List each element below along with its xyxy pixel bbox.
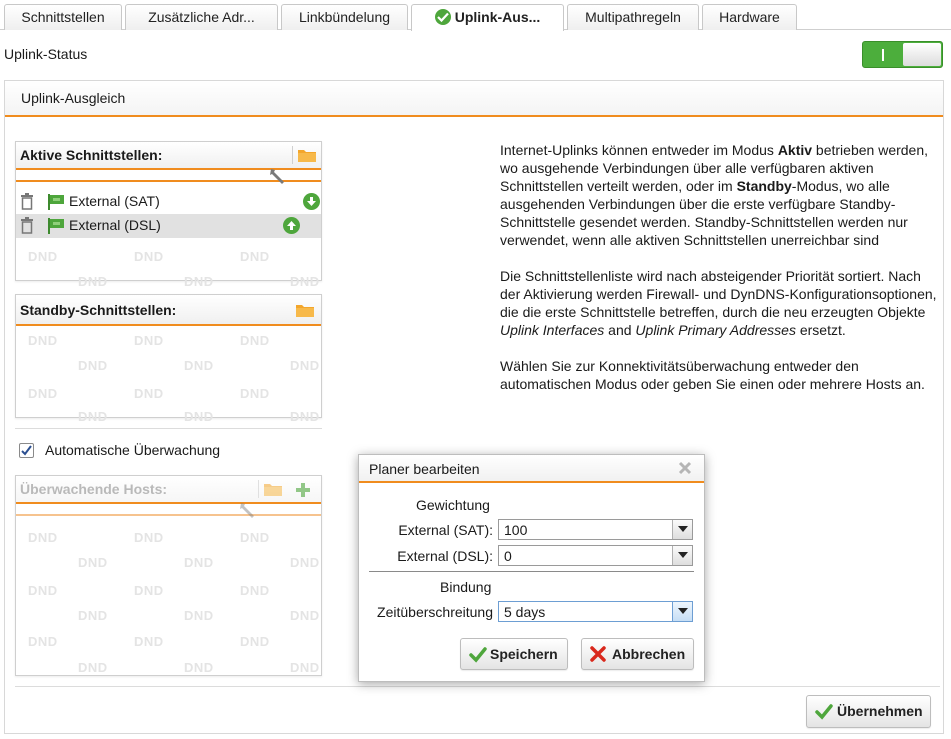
dnd-watermark: DND [134, 634, 164, 649]
wrench-icon [238, 500, 258, 520]
select-value: 100 [504, 522, 528, 538]
toggle-knob[interactable] [903, 43, 941, 66]
cancel-label: Abbrechen [612, 646, 686, 662]
help-paragraph [500, 267, 938, 339]
dnd-watermark: DND [184, 660, 214, 675]
folder-icon [263, 481, 283, 497]
tab-label: Linkbündelung [298, 9, 391, 25]
dnd-watermark: DND [290, 358, 320, 373]
dnd-watermark: DND [28, 386, 58, 401]
text: and [604, 322, 636, 338]
apply-button[interactable] [806, 695, 931, 728]
dnd-watermark: DND [28, 333, 58, 348]
weight-heading: Gewichtung [416, 497, 490, 513]
tab-multipathregeln[interactable] [567, 4, 699, 30]
move-up-icon[interactable] [283, 217, 300, 234]
tab-schnittstellen[interactable] [4, 4, 122, 30]
binding-heading: Bindung [440, 579, 492, 595]
interface-label: External (DSL) [69, 217, 161, 233]
interface-label: External (SAT) [69, 193, 160, 209]
help-paragraph [500, 141, 938, 249]
panel-header [5, 81, 943, 117]
move-down-icon[interactable] [303, 193, 320, 210]
tab-label: Multipathregeln [585, 9, 681, 25]
standby-list-title: Standby-Schnittstellen: [20, 302, 177, 318]
dnd-watermark: DND [240, 530, 270, 545]
weight-label-dsl: External (DSL): [397, 548, 493, 564]
tab-linkbuendelung[interactable] [281, 4, 408, 30]
text: Die Schnittstellenliste wird nach absteigender Priorität sortiert. Nach der Aktivierung werden Firewall- und DynDNS-Konfigurationsoptionen, die die erste Schnittstelle betreffen, durch die neu erzeugten Objekte [500, 268, 937, 320]
dnd-watermark: DND [290, 409, 320, 424]
panel-title: Uplink-Ausgleich [21, 90, 126, 106]
drop-zone[interactable] [16, 238, 321, 289]
dnd-watermark: DND [240, 634, 270, 649]
standby-list-header [16, 295, 321, 326]
dnd-watermark: DND [78, 274, 108, 289]
dropdown-button[interactable] [672, 602, 692, 621]
dnd-watermark: DND [78, 608, 108, 623]
tab-bar [0, 0, 951, 30]
cancel-button[interactable] [581, 638, 694, 670]
dnd-watermark: DND [240, 583, 270, 598]
scheduler-dialog [358, 454, 705, 682]
dnd-watermark: DND [184, 608, 214, 623]
divider [15, 686, 940, 687]
select-value: 5 days [504, 604, 546, 620]
dropdown-button[interactable] [672, 546, 692, 565]
hosts-list-title: Überwachende Hosts: [20, 481, 168, 497]
check-circle-icon [435, 9, 451, 25]
dnd-watermark: DND [240, 249, 270, 264]
save-label: Speichern [490, 646, 558, 662]
interface-flag-icon [48, 194, 65, 210]
dnd-watermark: DND [290, 660, 320, 675]
text-italic: Uplink Primary Addresses [635, 322, 796, 338]
dnd-watermark: DND [184, 358, 214, 373]
dnd-watermark: DND [78, 358, 108, 373]
dnd-watermark: DND [184, 555, 214, 570]
header-divider [292, 146, 293, 164]
tab-uplink-ausgleich[interactable] [411, 4, 564, 31]
dnd-watermark: DND [240, 386, 270, 401]
dnd-watermark: DND [134, 333, 164, 348]
header-divider [258, 480, 259, 498]
trash-icon[interactable] [20, 217, 34, 234]
add-icon [295, 482, 311, 498]
folder-icon[interactable] [297, 147, 317, 163]
dnd-watermark: DND [78, 555, 108, 570]
weight-select-dsl[interactable] [498, 545, 693, 566]
list-item[interactable] [16, 190, 321, 214]
dnd-watermark: DND [28, 583, 58, 598]
dnd-watermark: DND [184, 274, 214, 289]
dnd-watermark: DND [290, 555, 320, 570]
weight-select-sat[interactable] [498, 519, 693, 540]
dnd-watermark: DND [28, 249, 58, 264]
dnd-watermark: DND [78, 660, 108, 675]
tab-zusaetzliche-adressen[interactable] [125, 4, 278, 30]
dnd-watermark: DND [134, 386, 164, 401]
dnd-watermark: DND [78, 409, 108, 424]
close-icon[interactable] [678, 461, 692, 475]
dialog-header[interactable] [359, 455, 704, 483]
trash-icon[interactable] [20, 193, 34, 210]
dnd-watermark: DND [28, 634, 58, 649]
help-text [500, 141, 938, 393]
dialog-divider [369, 571, 694, 572]
standby-interfaces-list[interactable] [15, 294, 322, 424]
chevron-down-icon [678, 526, 688, 532]
dnd-watermark: DND [28, 530, 58, 545]
save-button[interactable] [460, 638, 568, 670]
tab-label: Zusätzliche Adr... [148, 9, 255, 25]
tab-label: Hardware [719, 9, 780, 25]
uplink-status-label: Uplink-Status [4, 46, 88, 62]
text-bold: Aktiv [777, 142, 813, 158]
dnd-watermark: DND [134, 583, 164, 598]
dnd-watermark: DND [290, 274, 320, 289]
folder-icon[interactable] [295, 302, 315, 318]
chevron-down-icon [678, 552, 688, 558]
dropdown-button[interactable] [672, 520, 692, 539]
select-value: 0 [504, 548, 512, 564]
weight-label-sat: External (SAT): [398, 522, 493, 538]
help-paragraph: Wählen Sie zur Konnektivitätsüberwachung entweder den automatischen Modus oder geben Sie einen oder mehrere Hosts an. [500, 358, 925, 392]
dnd-watermark: DND [134, 249, 164, 264]
text: betrieben werden, wo ausgehende Verbindungen über alle verfügbaren aktiven Schnittstellen verteilt werden, oder im [500, 142, 929, 194]
text: -Modus, wo alle ausgehenden Verbindungen über die erste verfügbare Standby-Schnittstelle gesendet werden. Standby-Schnittstellen werden nur verwendet, wenn alle aktiven Schnittstellen unerreichbar sind [500, 178, 908, 248]
close-icon [590, 646, 606, 662]
list-item-selected[interactable] [16, 214, 321, 238]
active-interfaces-list[interactable] [15, 141, 322, 289]
tab-label: Schnittstellen [21, 9, 105, 25]
timeout-select[interactable] [498, 601, 693, 622]
hosts-list-header [16, 476, 321, 504]
uplink-status-toggle[interactable] [862, 41, 943, 68]
check-icon [815, 703, 833, 721]
dnd-watermark: DND [184, 409, 214, 424]
drop-zone [16, 520, 321, 675]
toggle-on-indicator [882, 49, 884, 61]
timeout-label: Zeitüberschreitung [377, 604, 493, 620]
active-list-title: Aktive Schnittstellen: [20, 147, 163, 163]
dnd-watermark: DND [134, 530, 164, 545]
text: ersetzt. [795, 322, 846, 338]
check-icon [469, 646, 487, 664]
dnd-watermark: DND [290, 608, 320, 623]
wrench-icon[interactable] [268, 166, 288, 186]
monitoring-hosts-list [15, 475, 322, 676]
text-bold: Standby [736, 178, 792, 194]
apply-label: Übernehmen [837, 703, 923, 719]
text: Internet-Uplinks können entweder im Modus [500, 142, 778, 158]
interface-flag-icon [48, 218, 65, 234]
checkmark-icon [20, 444, 33, 457]
dnd-watermark: DND [240, 333, 270, 348]
tool-strip [16, 506, 321, 516]
divider [15, 428, 322, 429]
tab-label: Uplink-Aus... [454, 9, 541, 25]
dialog-title: Planer bearbeiten [369, 461, 480, 477]
chevron-down-icon [678, 608, 688, 614]
auto-monitor-checkbox[interactable] [19, 443, 34, 458]
auto-monitor-label: Automatische Überwachung [45, 442, 221, 458]
tab-hardware[interactable] [702, 4, 797, 30]
text-italic: Uplink Interfaces [500, 322, 605, 338]
drop-zone[interactable] [16, 328, 321, 424]
